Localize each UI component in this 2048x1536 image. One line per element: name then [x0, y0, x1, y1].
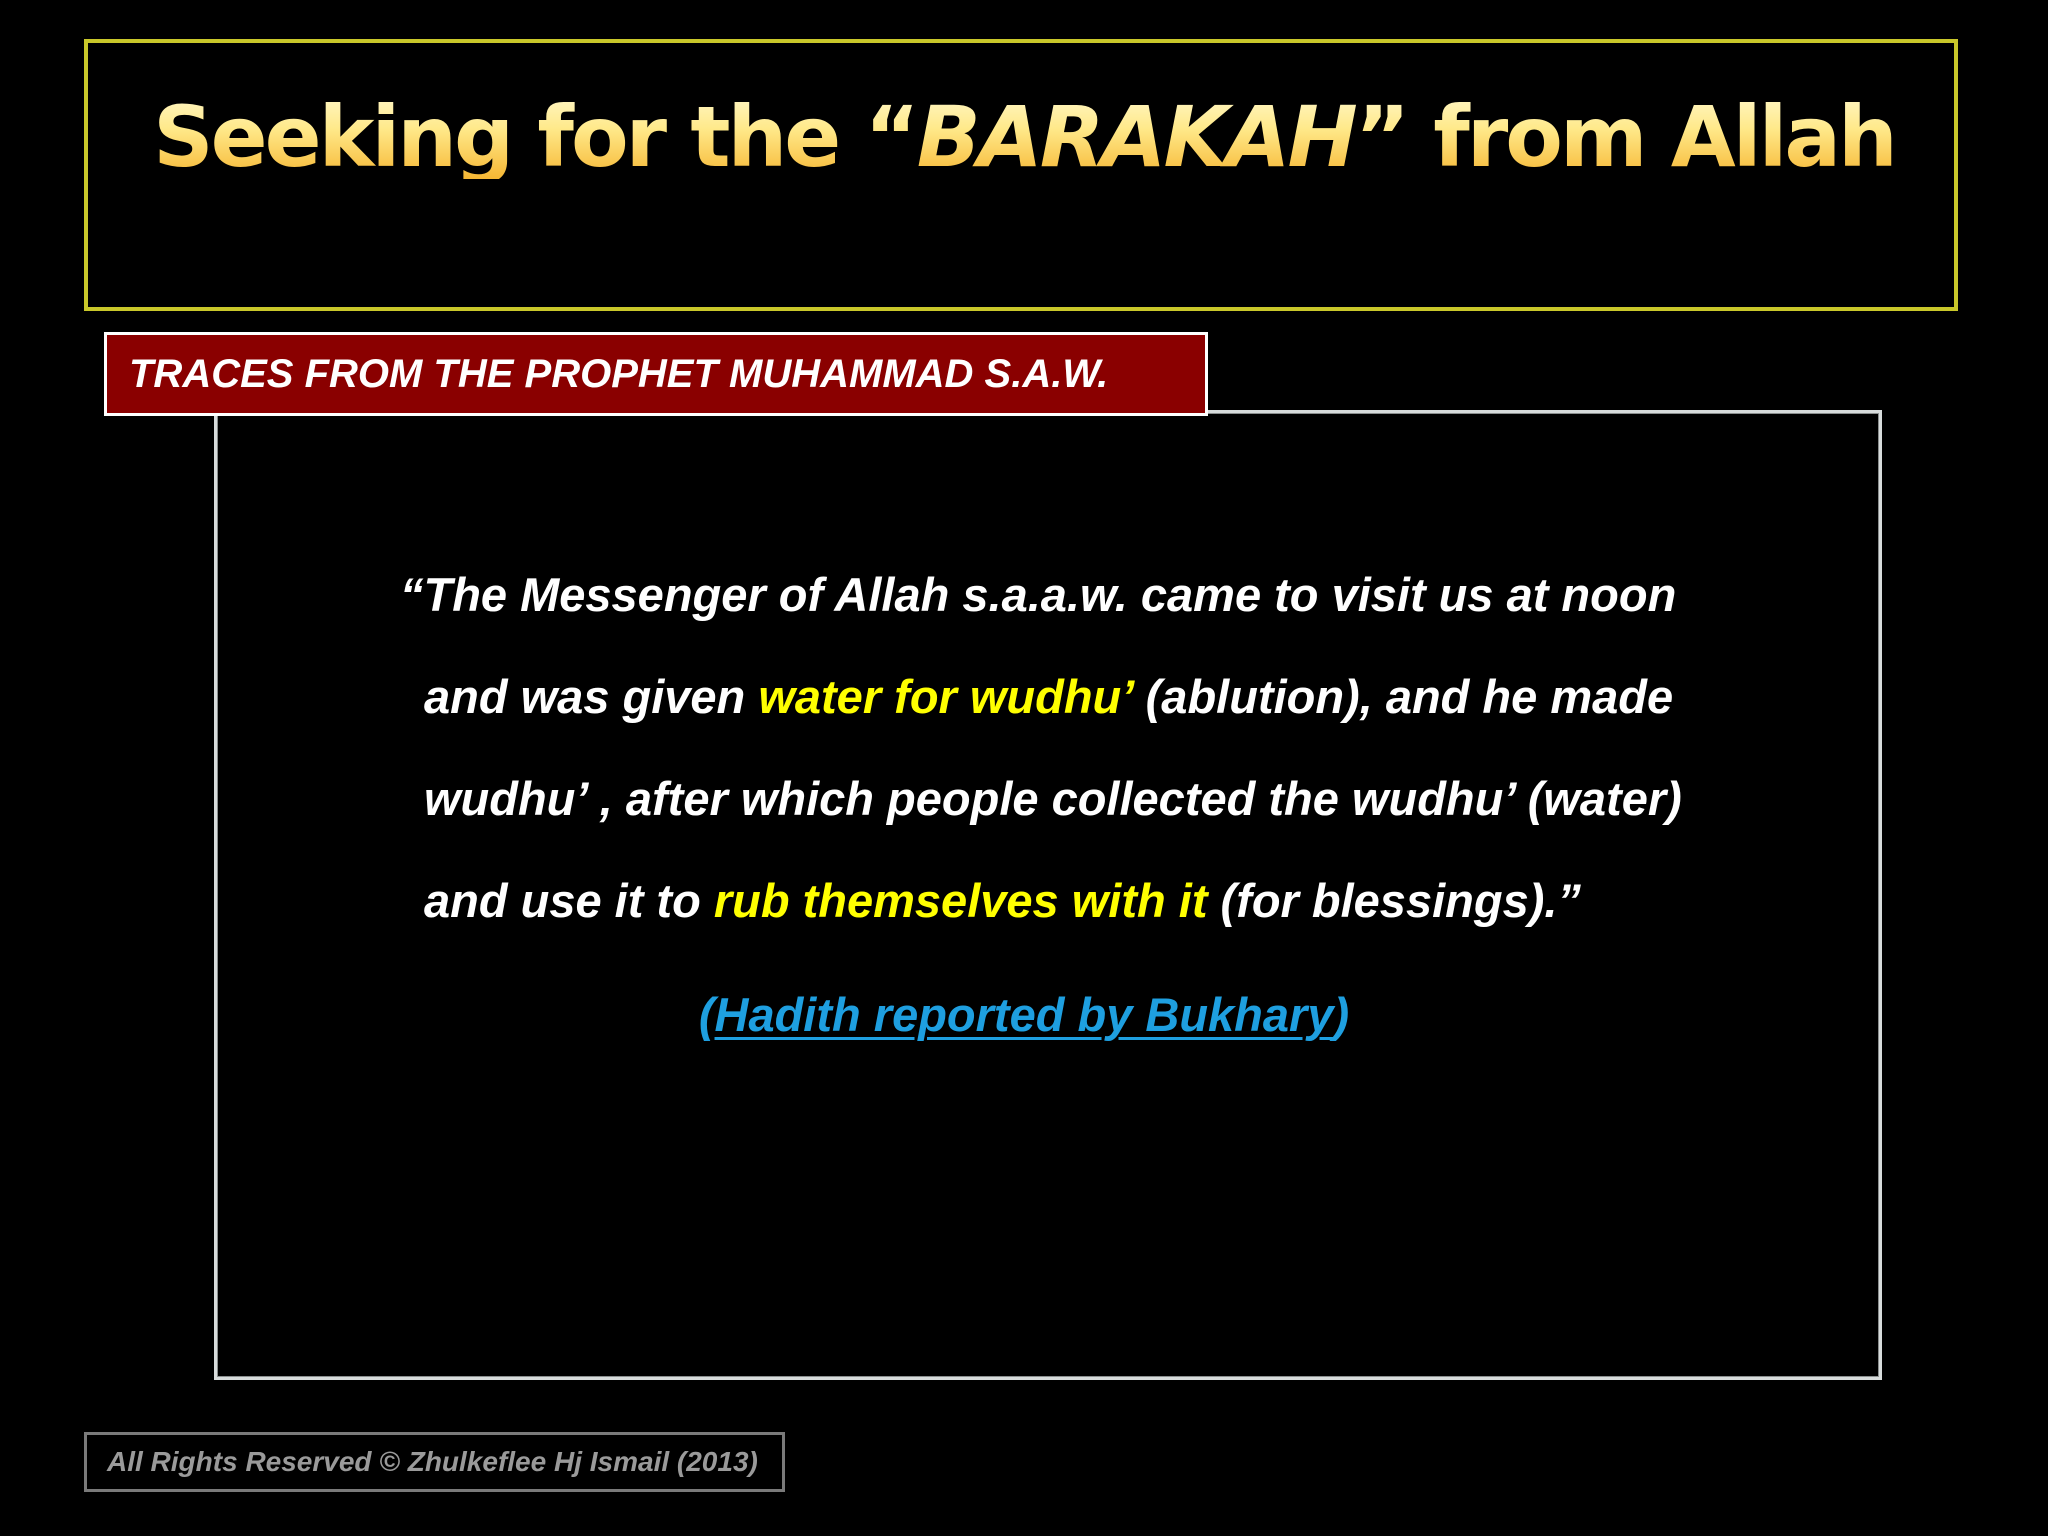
- hadith-citation: [0, 985, 2048, 1045]
- title-suffix: ” from Allah: [1354, 88, 1895, 186]
- quote-line-3: wudhu’ , after which people collected the wudhu’ (water): [424, 772, 1682, 825]
- citation-link[interactable]: Hadith reported by Bukhary: [714, 988, 1334, 1041]
- quote-line-4-before: and use it to: [424, 874, 714, 927]
- slide-title: [0, 88, 2048, 186]
- title-emphasis: BARAKAH: [916, 88, 1355, 186]
- quote-line-2-after: (ablution), and he made: [1132, 670, 1674, 723]
- copyright-footer: All Rights Reserved © Zhulkeflee Hj Ismail (2013): [84, 1432, 785, 1492]
- quote-line-2-before: and was given: [424, 670, 759, 723]
- title-prefix: Seeking for the “: [153, 88, 917, 186]
- citation-open-paren: (: [698, 988, 715, 1041]
- quote-line-4: [400, 866, 1820, 968]
- hadith-quote: [400, 560, 1820, 968]
- quote-line-1: “The Messenger of Allah s.a.a.w. came to visit us at noon: [400, 568, 1677, 621]
- quote-highlight-water: water for wudhu’: [758, 670, 1133, 723]
- quote-line-2: [400, 662, 1820, 764]
- quote-highlight-rub: rub themselves with it: [713, 874, 1208, 927]
- citation-close-paren: ): [1333, 988, 1350, 1041]
- quote-line-4-after: (for blessings).”: [1207, 874, 1581, 927]
- section-label: TRACES FROM THE PROPHET MUHAMMAD S.A.W.: [104, 332, 1208, 416]
